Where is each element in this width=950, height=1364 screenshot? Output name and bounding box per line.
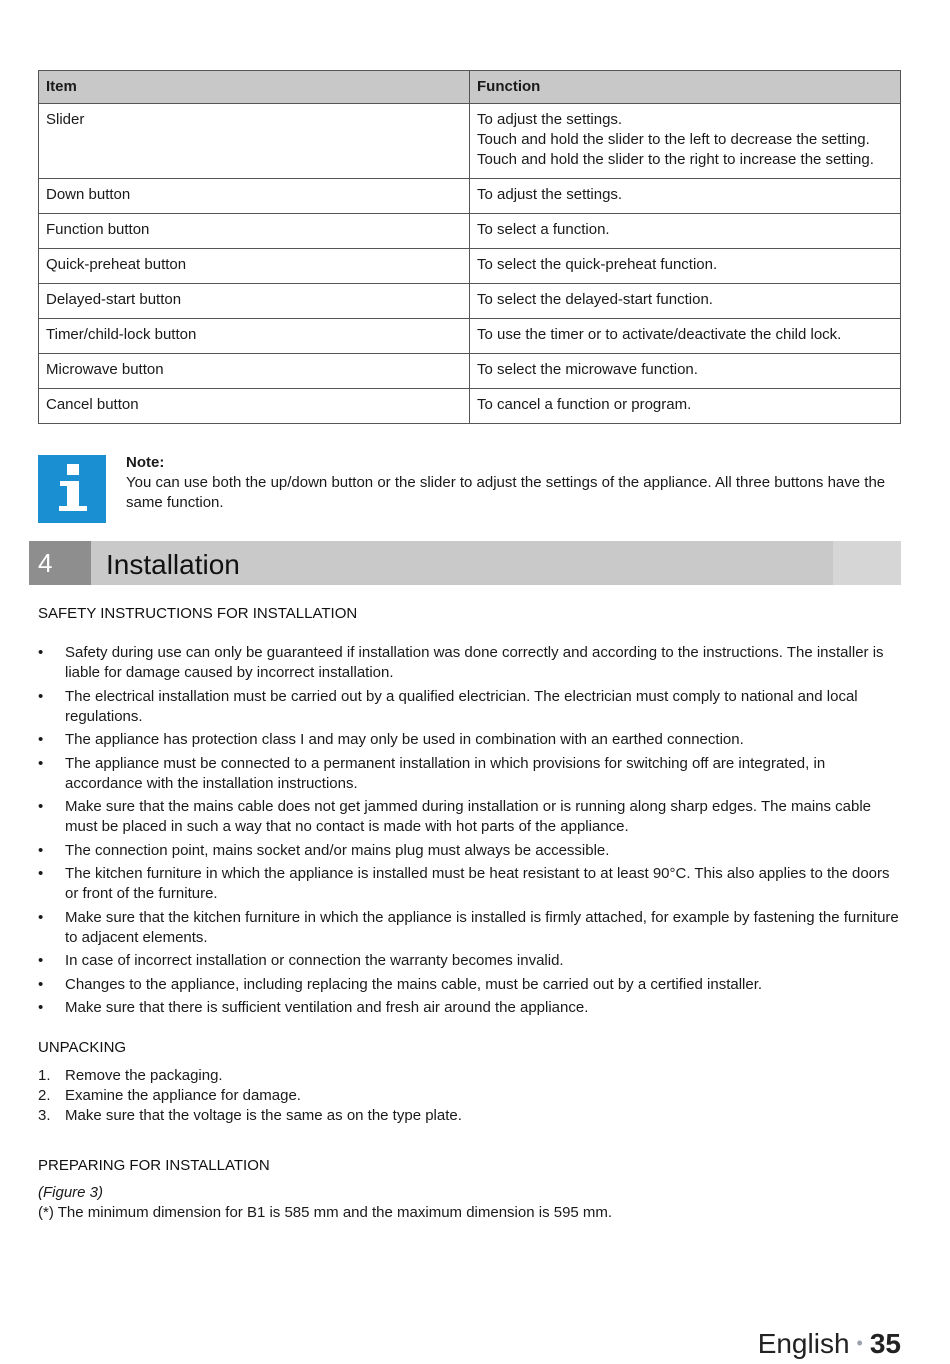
section-title: Installation	[106, 549, 240, 580]
function-cell: To select the delayed-start function.	[470, 284, 901, 319]
info-icon	[38, 455, 106, 523]
function-cell: To cancel a function or program.	[470, 389, 901, 424]
item-cell: Microwave button	[39, 354, 470, 389]
table-row	[39, 389, 901, 424]
item-cell: Delayed-start button	[39, 284, 470, 319]
list-item: 2. Examine the appliance for damage.	[38, 1087, 301, 1104]
column-header-function: Function	[470, 71, 901, 104]
list-item: • Changes to the appliance, including replacing the mains cable, must be carried out by a certified installer.	[38, 975, 763, 993]
section-number: 4	[29, 541, 91, 585]
footer-language: English	[757, 1328, 850, 1359]
dimension-note: (*) The minimum dimension for B1 is 585 mm and the maximum dimension is 595 mm.	[38, 1204, 613, 1221]
function-cell: To adjust the settings.	[470, 179, 901, 214]
table-header-row	[39, 71, 901, 104]
table-row	[39, 104, 901, 179]
unpacking-steps	[38, 1066, 903, 1126]
function-cell	[470, 104, 901, 179]
item-cell: Cancel button	[39, 389, 470, 424]
note-title: Note:	[126, 454, 165, 471]
function-cell: To select the quick-preheat function.	[470, 249, 901, 284]
safety-heading: SAFETY INSTRUCTIONS FOR INSTALLATION	[38, 605, 358, 622]
list-item: • The appliance has protection class I and may only be used in combination with an earthed connection.	[38, 731, 744, 748]
item-cell: Slider	[39, 104, 470, 179]
item-cell: Quick-preheat button	[39, 249, 470, 284]
note-box	[126, 453, 886, 513]
list-item: • The kitchen furniture in which the appliance is installed must be heat resistant to at least 90°C. This also applies to the doors or front of the furniture.	[38, 865, 890, 902]
item-cell: Down button	[39, 179, 470, 214]
safety-list	[38, 643, 903, 1022]
function-cell: To select a function.	[470, 214, 901, 249]
controls-table	[38, 70, 901, 424]
list-item: • Make sure that there is sufficient ventilation and fresh air around the appliance.	[38, 999, 589, 1016]
list-item: • The connection point, mains socket and/or mains plug must always be accessible.	[38, 841, 610, 859]
function-line: To adjust the settings.	[477, 111, 623, 128]
table-row	[39, 214, 901, 249]
function-line: Touch and hold the slider to the left to decrease the setting.	[477, 131, 870, 148]
figure-reference: (Figure 3)	[38, 1184, 104, 1201]
preparing-heading: PREPARING FOR INSTALLATION	[38, 1157, 270, 1174]
list-item: • The electrical installation must be carried out by a qualified electrician. The electrician must comply to national and local regulations.	[38, 687, 858, 725]
list-item: • The appliance must be connected to a permanent installation in which provisions for switching off are integrated, in accordance with the installation instructions.	[38, 754, 826, 792]
note-text: You can use both the up/down button or the slider to adjust the settings of the appliance. All three buttons have the same function.	[126, 474, 886, 511]
list-item: • Make sure that the kitchen furniture in which the appliance is installed is firmly attached, for example by fastening the furniture to adjacent elements.	[38, 908, 899, 946]
column-header-item: Item	[39, 71, 470, 104]
unpacking-heading: UNPACKING	[38, 1039, 127, 1056]
item-cell: Function button	[39, 214, 470, 249]
table-row	[39, 179, 901, 214]
footer-separator: •	[856, 1333, 863, 1353]
item-cell: Timer/child-lock button	[39, 319, 470, 354]
table-row	[39, 249, 901, 284]
list-item: 1. Remove the packaging.	[38, 1067, 223, 1084]
page-footer	[758, 1323, 901, 1364]
list-item: • In case of incorrect installation or connection the warranty becomes invalid.	[38, 952, 564, 969]
table-row	[39, 284, 901, 319]
list-item: 3. Make sure that the voltage is the same as on the type plate.	[38, 1107, 462, 1124]
page-number: 35	[869, 1328, 901, 1359]
function-line: Touch and hold the slider to the right to increase the setting.	[477, 151, 874, 168]
list-item: • Make sure that the mains cable does not get jammed during installation or is running along sharp edges. The mains cable must be placed in such a way that no contact is made with hot parts of the appliance.	[38, 798, 872, 835]
list-item: • Safety during use can only be guaranteed if installation was done correctly and according to the instructions. The installer is liable for damage caused by incorrect installation.	[38, 644, 884, 681]
table-row	[39, 319, 901, 354]
table-row	[39, 354, 901, 389]
function-cell: To use the timer or to activate/deactivate the child lock.	[470, 319, 901, 354]
function-cell: To select the microwave function.	[470, 354, 901, 389]
